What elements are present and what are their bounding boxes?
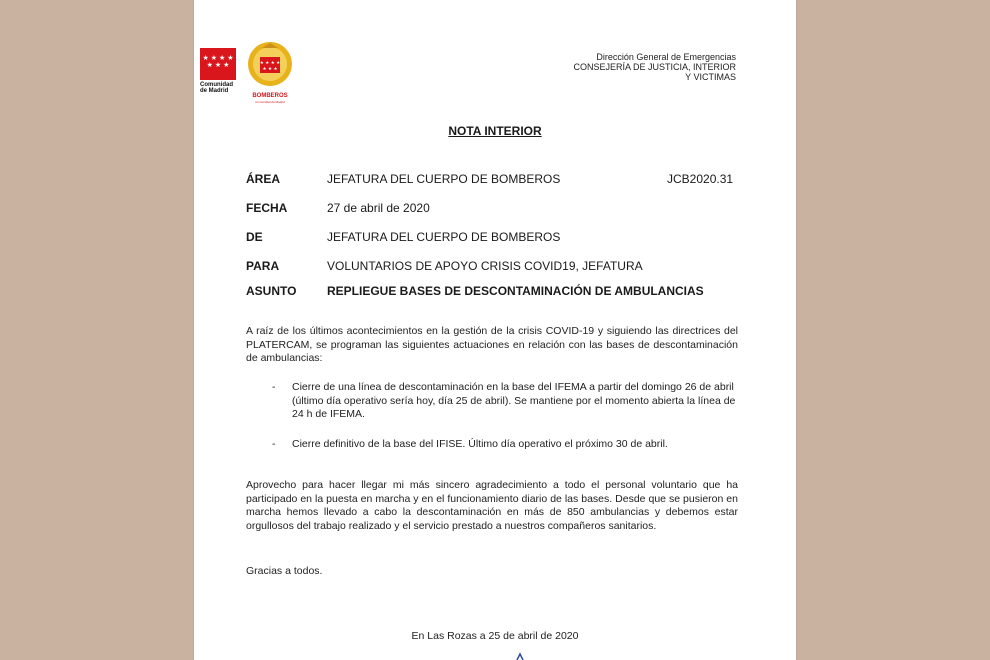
comunidad-de-madrid-logo [200, 48, 236, 96]
bullet-marker: - [272, 381, 276, 393]
bomberos-emblem-icon [246, 40, 294, 88]
signature-mark-icon [516, 652, 524, 660]
bomberos-logo-text: BOMBEROS [252, 93, 288, 99]
madrid-flag-icon: ★ ★ ★ ★ ★ ★ ★ [200, 48, 236, 80]
comunidad-logo-text: Comunidad de Madrid [200, 82, 233, 94]
farewell-text: Gracias a todos. [246, 565, 323, 577]
closing-place-date: En Las Rozas a 25 de abril de 2020 [411, 630, 579, 642]
intro-paragraph: A raíz de los últimos acontecimientos en la gestión de la crisis COVID-19 y siguiendo las directrices del PLATERCAM, se programan las siguientes actuaciones en relación con las bases de descontaminación de ambulancias: [246, 325, 738, 364]
bullet-marker: - [272, 438, 276, 450]
list-item [272, 381, 738, 422]
field-value: VOLUNTARIOS DE APOYO CRISIS COVID19, JEFATURA [327, 259, 643, 273]
field-value: 27 de abril de 2020 [327, 201, 430, 215]
document-page [194, 0, 796, 660]
document-title: NOTA INTERIOR [448, 124, 542, 138]
thanks-paragraph: Aprovecho para hacer llegar mi más sincero agradecimiento a todo el personal voluntario que ha participado en la puesta en marcha y en el funcionamiento diario de las bases. Desde que se pusieron en marcha hemos llevado a cabo la descontaminación en más de 850 ambulancias y debemos estar orgullosos del trabajo realizado y el servicio prestado a nuestros compañeros sanitarios. [246, 479, 738, 532]
svg-text:★ ★ ★ ★: ★ ★ ★ ★ [259, 61, 281, 66]
org-line: Y VICTIMAS [685, 72, 736, 82]
field-label: FECHA [246, 201, 288, 215]
bomberos-logo [246, 40, 294, 102]
org-line: Dirección General de Emergencias [596, 52, 736, 62]
list-item [272, 438, 738, 452]
field-label: DE [246, 230, 263, 244]
field-value: REPLIEGUE BASES DE DESCONTAMINACIÓN DE AMBULANCIAS [327, 284, 704, 298]
org-line: CONSEJERÍA DE JUSTICIA, INTERIOR [573, 62, 736, 72]
bullet-text: Cierre de una línea de descontaminación en la base del IFEMA a partir del domingo 26 de abril (último día operativo sería hoy, día 25 de abril). Se mantiene por el momento abierta la línea de 24 h de IFEMA. [292, 381, 736, 420]
field-label: ASUNTO [246, 284, 297, 298]
field-label: PARA [246, 259, 280, 273]
svg-text:★ ★ ★: ★ ★ ★ [262, 67, 278, 72]
organization-header [573, 52, 736, 82]
field-value: JEFATURA DEL CUERPO DE BOMBEROS [327, 172, 561, 186]
field-label: ÁREA [246, 172, 281, 186]
reference-code: JCB2020.31 [667, 172, 734, 186]
field-value: JEFATURA DEL CUERPO DE BOMBEROS [327, 230, 561, 244]
bullet-text: Cierre definitivo de la base del IFISE. Último día operativo el próximo 30 de abril. [292, 438, 668, 450]
bomberos-logo-subtext: Comunidad de Madrid [255, 100, 285, 104]
